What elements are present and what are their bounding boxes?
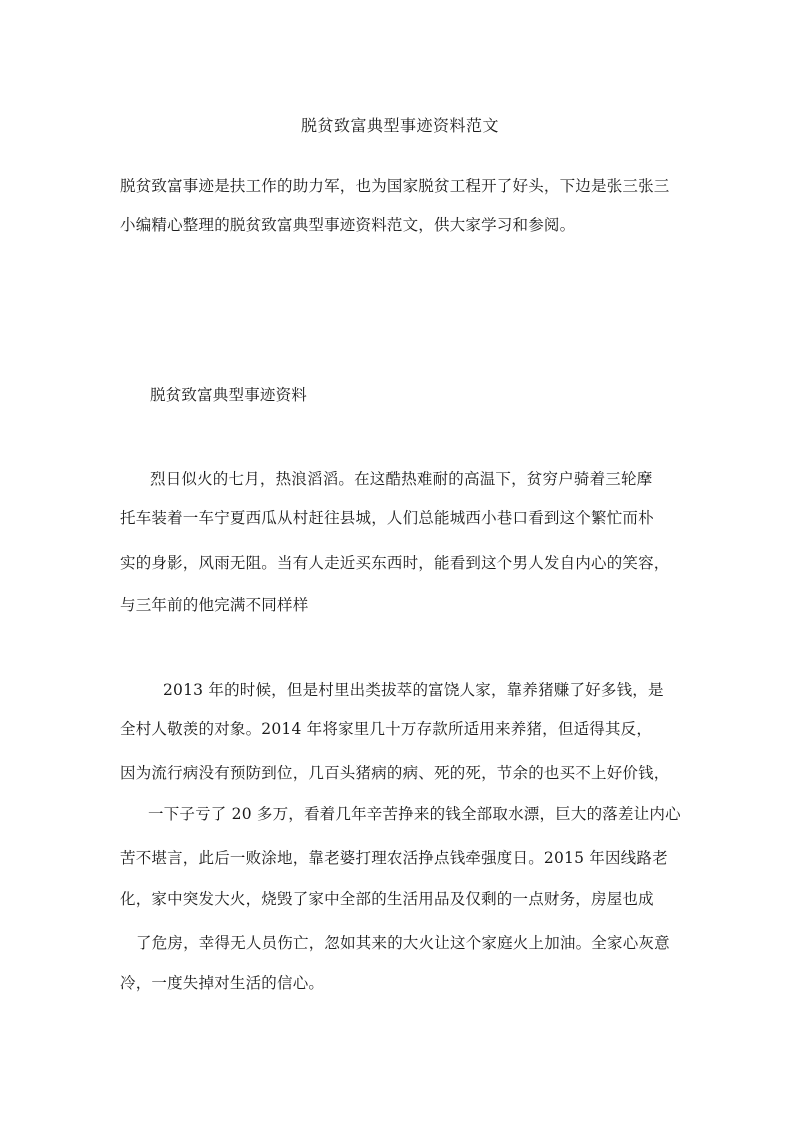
paragraph2-line-6: 化，家中突发大火，烧毁了家中全部的生活用品及仅剩的一点财务，房屋也成 (120, 890, 654, 908)
paragraph1-line-2: 托车装着一车宁夏西瓜从村赶往县城，人们总能城西小巷口看到这个繁忙而朴 (120, 509, 654, 527)
section-heading: 脱贫致富典型事迹资料 (150, 386, 308, 404)
paragraph1-line-1: 烈日似火的七月，热浪滔滔。在这酷热难耐的高温下，贫穷户骑着三轮摩 (150, 470, 653, 488)
paragraph1-line-3: 实的身影，风雨无阻。当有人走近买东西时，能看到这个男人发自内心的笑容， (120, 554, 670, 572)
paragraph2-line-2: 全村人敬羡的对象。2014 年将家里几十万存款所适用来养猪，但适得其反， (120, 720, 653, 738)
paragraph2-line-4: 一下子亏了 20 多万，看着几年辛苦挣来的钱全部取水漂，巨大的落差让内心 (148, 805, 681, 823)
intro-line-2: 小编精心整理的脱贫致富典型事迹资料范文，供大家学习和参阅。 (120, 216, 576, 234)
paragraph2-line-7: 了危房，幸得无人员伤亡，忽如其来的大火让这个家庭火上加油。全家心灰意 (136, 934, 670, 952)
paragraph2-line-3: 因为流行病没有预防到位，几百头猪病的病、死的死，节余的也买不上好价钱， (120, 764, 670, 782)
paragraph2-line-5: 苦不堪言，此后一败涂地，靠老婆打理农活挣点钱牵强度日。2015 年因线路老 (120, 849, 668, 867)
paragraph2-line-8: 冷，一度失掉对生活的信心。 (120, 974, 325, 992)
paragraph1-line-4: 与三年前的他完满不同样样 (120, 596, 309, 614)
document-title: 脱贫致富典型事迹资料范文 (300, 116, 499, 135)
paragraph2-line-1: 2013 年的时候，但是村里出类拔萃的富饶人家，靠养猪赚了好多钱，是 (163, 681, 664, 699)
intro-line-1: 脱贫致富事迹是扶工作的助力军，也为国家脱贫工程开了好头，下边是张三张三 (120, 177, 670, 195)
